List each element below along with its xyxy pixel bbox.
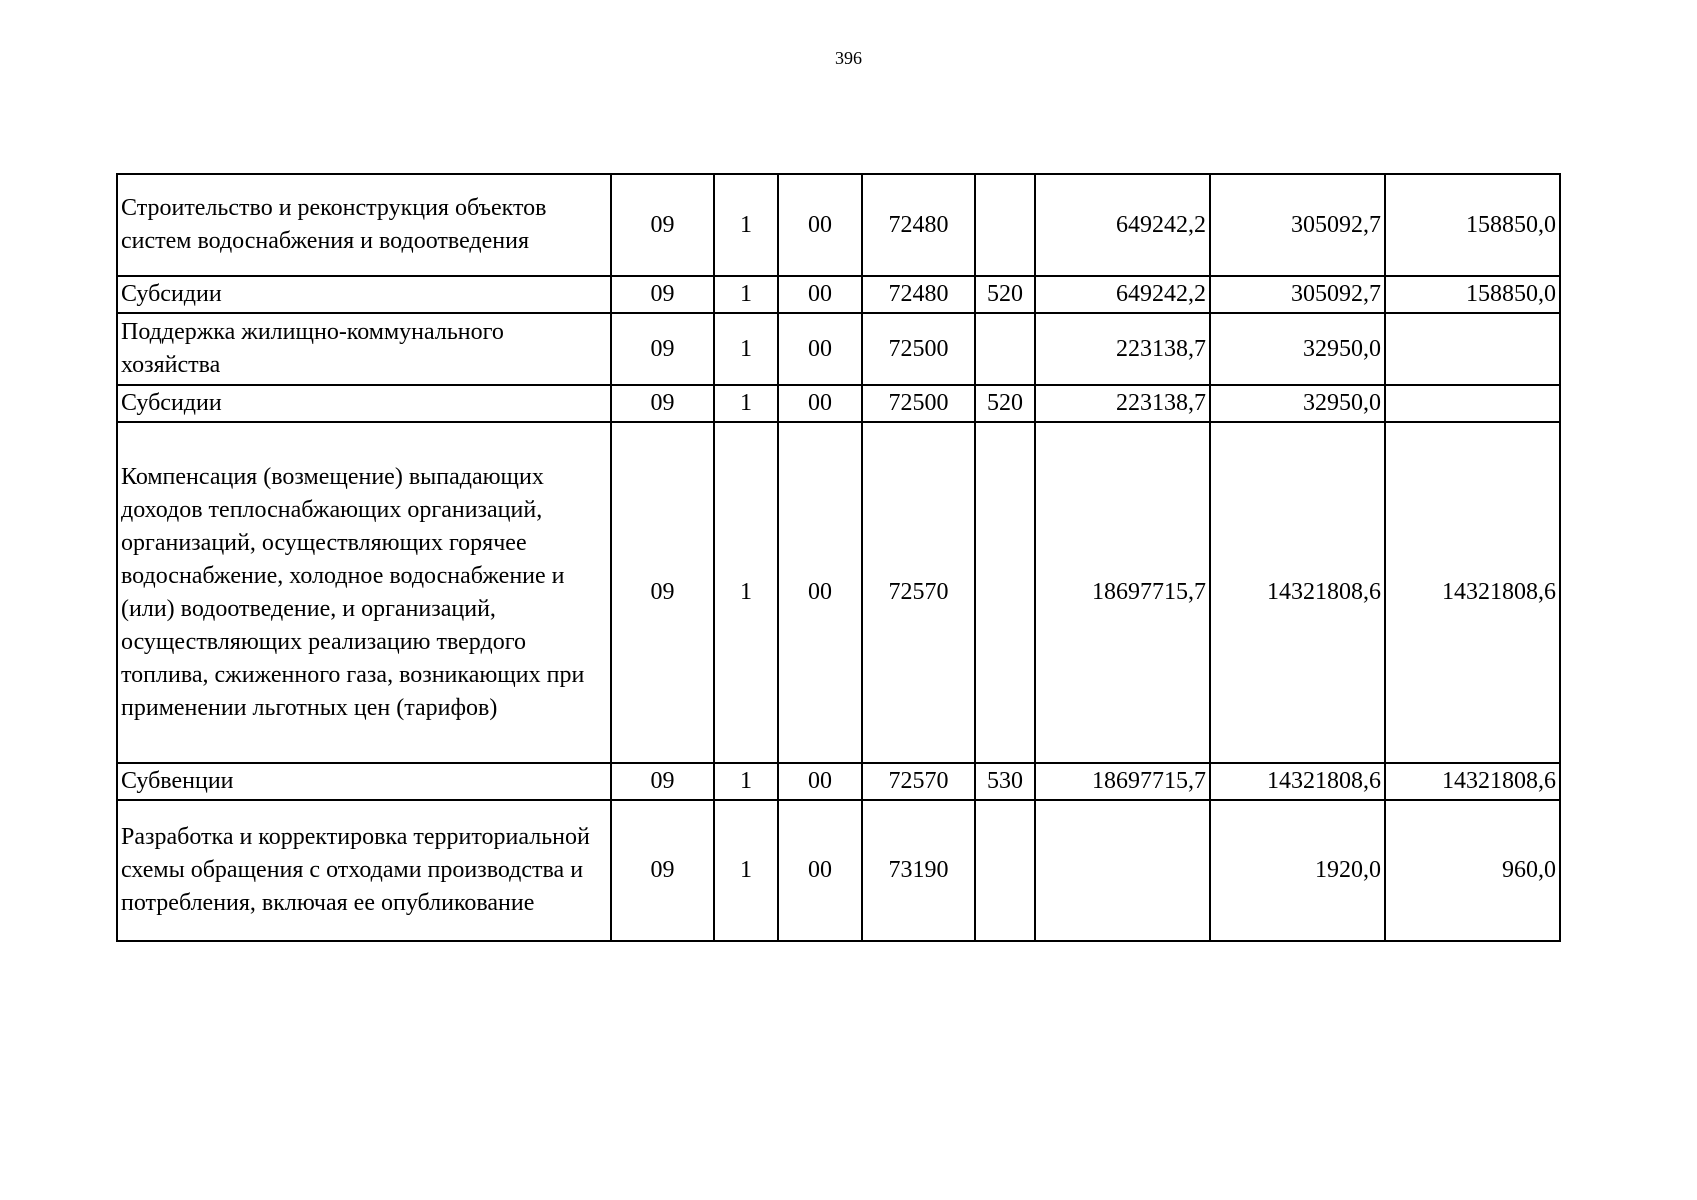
program-code: 1 bbox=[714, 385, 778, 422]
program-code: 1 bbox=[714, 800, 778, 941]
row-name: Субвенции bbox=[117, 763, 611, 800]
expense-type-code: 530 bbox=[975, 763, 1035, 800]
table-row bbox=[117, 276, 1560, 313]
section-code: 09 bbox=[611, 174, 714, 276]
amount-2: 14321808,6 bbox=[1210, 422, 1385, 763]
section-code: 09 bbox=[611, 800, 714, 941]
program-code: 1 bbox=[714, 313, 778, 385]
row-name: Строительство и реконструкция объектов систем водоснабжения и водоотведения bbox=[117, 174, 611, 276]
subprogram-code: 00 bbox=[778, 385, 862, 422]
amount-2: 14321808,6 bbox=[1210, 763, 1385, 800]
target-code: 72500 bbox=[862, 385, 975, 422]
program-code: 1 bbox=[714, 422, 778, 763]
amount-2: 32950,0 bbox=[1210, 313, 1385, 385]
amount-2: 32950,0 bbox=[1210, 385, 1385, 422]
program-code: 1 bbox=[714, 276, 778, 313]
amount-3: 14321808,6 bbox=[1385, 422, 1560, 763]
budget-table bbox=[116, 173, 1561, 942]
section-code: 09 bbox=[611, 313, 714, 385]
expense-type-code: 520 bbox=[975, 385, 1035, 422]
section-code: 09 bbox=[611, 422, 714, 763]
expense-type-code bbox=[975, 800, 1035, 941]
target-code: 72500 bbox=[862, 313, 975, 385]
table-row bbox=[117, 422, 1560, 763]
subprogram-code: 00 bbox=[778, 174, 862, 276]
table-row bbox=[117, 800, 1560, 941]
target-code: 72480 bbox=[862, 276, 975, 313]
row-name: Поддержка жилищно-коммунального хозяйства bbox=[117, 313, 611, 385]
amount-2: 1920,0 bbox=[1210, 800, 1385, 941]
amount-1 bbox=[1035, 800, 1210, 941]
row-name: Субсидии bbox=[117, 276, 611, 313]
target-code: 72480 bbox=[862, 174, 975, 276]
section-code: 09 bbox=[611, 385, 714, 422]
amount-1: 18697715,7 bbox=[1035, 422, 1210, 763]
program-code: 1 bbox=[714, 763, 778, 800]
amount-3: 158850,0 bbox=[1385, 174, 1560, 276]
subprogram-code: 00 bbox=[778, 313, 862, 385]
amount-1: 18697715,7 bbox=[1035, 763, 1210, 800]
program-code: 1 bbox=[714, 174, 778, 276]
expense-type-code bbox=[975, 313, 1035, 385]
row-name: Разработка и корректировка территориальной схемы обращения с отходами производства и потребления, включая ее опубликование bbox=[117, 800, 611, 941]
amount-3 bbox=[1385, 313, 1560, 385]
target-code: 72570 bbox=[862, 763, 975, 800]
amount-2: 305092,7 bbox=[1210, 174, 1385, 276]
target-code: 72570 bbox=[862, 422, 975, 763]
amount-1: 649242,2 bbox=[1035, 276, 1210, 313]
expense-type-code bbox=[975, 174, 1035, 276]
amount-2: 305092,7 bbox=[1210, 276, 1385, 313]
amount-3: 14321808,6 bbox=[1385, 763, 1560, 800]
amount-1: 223138,7 bbox=[1035, 385, 1210, 422]
table-row bbox=[117, 763, 1560, 800]
row-name: Компенсация (возмещение) выпадающих доходов теплоснабжающих организаций, организаций, осуществляющих горячее водоснабжение, холодное водоснабжение и (или) водоотведение, и организаций, осуществляющих реализацию твердого топлива, сжиженного газа, возникающих при применении льготных цен (тарифов) bbox=[117, 422, 611, 763]
section-code: 09 bbox=[611, 763, 714, 800]
expense-type-code: 520 bbox=[975, 276, 1035, 313]
amount-3 bbox=[1385, 385, 1560, 422]
amount-1: 223138,7 bbox=[1035, 313, 1210, 385]
page-number: 396 bbox=[835, 48, 862, 68]
table-row bbox=[117, 313, 1560, 385]
table-row bbox=[117, 174, 1560, 276]
amount-1: 649242,2 bbox=[1035, 174, 1210, 276]
table-row bbox=[117, 385, 1560, 422]
subprogram-code: 00 bbox=[778, 422, 862, 763]
subprogram-code: 00 bbox=[778, 276, 862, 313]
subprogram-code: 00 bbox=[778, 763, 862, 800]
row-name: Субсидии bbox=[117, 385, 611, 422]
expense-type-code bbox=[975, 422, 1035, 763]
amount-3: 158850,0 bbox=[1385, 276, 1560, 313]
section-code: 09 bbox=[611, 276, 714, 313]
subprogram-code: 00 bbox=[778, 800, 862, 941]
amount-3: 960,0 bbox=[1385, 800, 1560, 941]
target-code: 73190 bbox=[862, 800, 975, 941]
